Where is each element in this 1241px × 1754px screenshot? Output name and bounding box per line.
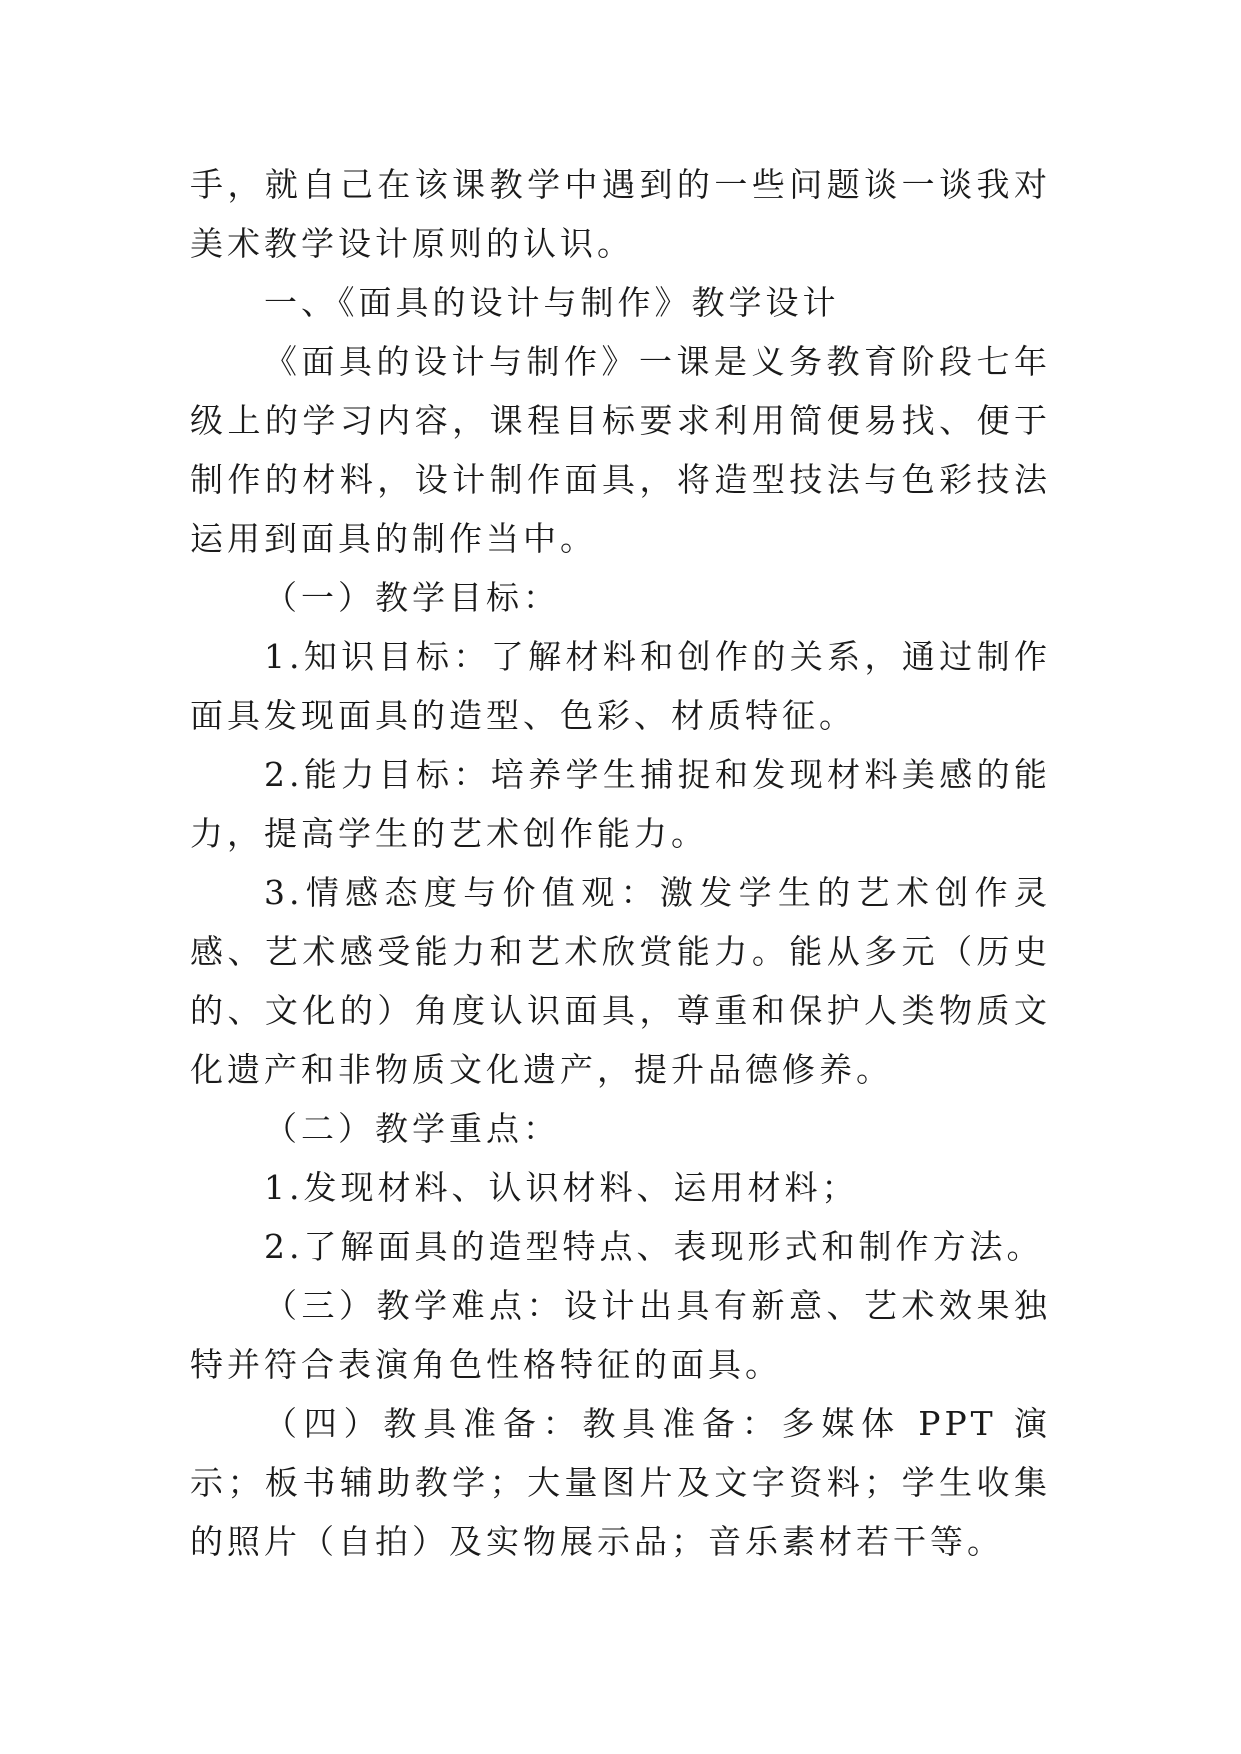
paragraph-continued: 手，就自己在该课教学中遇到的一些问题谈一谈我对美术教学设计原则的认识。 [190, 165, 1051, 263]
key-point-2: 2.了解面具的造型特点、表现形式和制作方法。 [264, 1227, 1044, 1266]
objective-knowledge: 1.知识目标：了解材料和创作的关系，通过制作面具发现面具的造型、色彩、材质特征。 [190, 637, 1051, 735]
subheading-difficulty: （三）教学难点：设计出具有新意、艺术效果独特并符合表演角色性格特征的面具。 [190, 1286, 1051, 1384]
paragraph-intro: 《面具的设计与制作》一课是义务教育阶段七年级上的学习内容，课程目标要求利用简便易找、便于制作的材料，设计制作面具，将造型技法与色彩技法运用到面具的制作当中。 [190, 342, 1051, 558]
subheading-key-points: （二）教学重点： [264, 1109, 560, 1148]
key-point-1: 1.发现材料、认识材料、运用材料； [264, 1168, 859, 1207]
section-heading: 一、《面具的设计与制作》教学设计 [264, 283, 840, 322]
objective-emotion: 3.情感态度与价值观：激发学生的艺术创作灵感、艺术感受能力和艺术欣赏能力。能从多元（历史的、文化的）角度认识面具，尊重和保护人类物质文化遗产和非物质文化遗产，提升品德修养。 [190, 873, 1051, 1089]
subheading-materials: （四）教具准备：教具准备：多媒体 PPT 演示；板书辅助教学；大量图片及文字资料；学生收集的照片（自拍）及实物展示品；音乐素材若干等。 [190, 1404, 1051, 1561]
subheading-objectives: （一）教学目标： [264, 578, 560, 617]
objective-ability: 2.能力目标：培养学生捕捉和发现材料美感的能力，提高学生的艺术创作能力。 [190, 755, 1051, 853]
